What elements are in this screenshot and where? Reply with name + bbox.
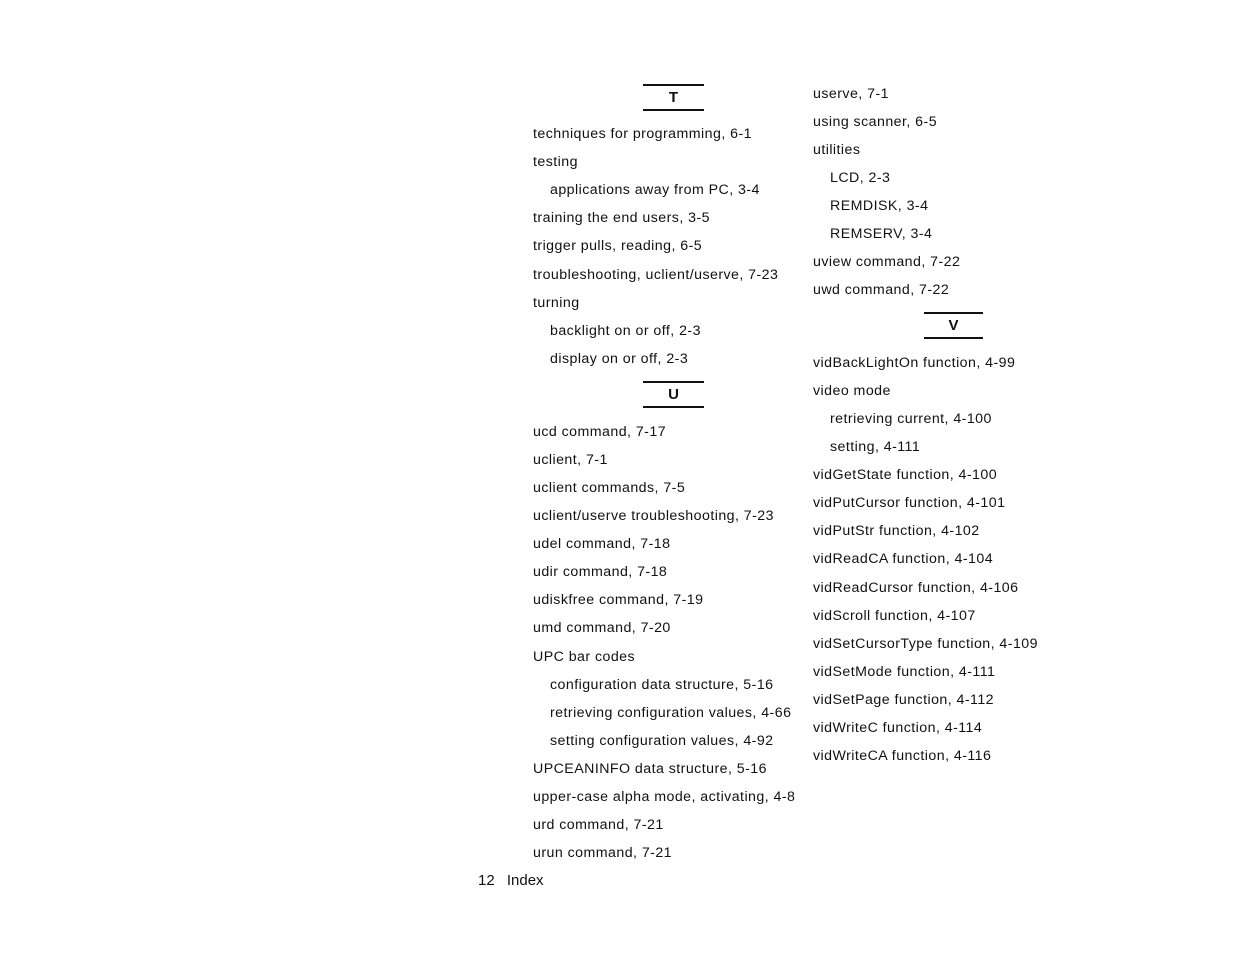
index-entry: UPC bar codes: [533, 648, 636, 665]
index-entry: utilities: [813, 142, 861, 158]
index-subentry: REMSERV, 3-4: [830, 226, 933, 242]
index-entry: vidReadCA function, 4-104: [813, 551, 994, 568]
index-entry: vidBackLightOn function, 4-99: [813, 355, 1016, 371]
index-entry: vidPutCursor function, 4-101: [813, 495, 1006, 512]
index-entry: turning: [533, 294, 580, 311]
section-heading-v: V: [924, 312, 983, 339]
index-subentry: retrieving configuration values, 4-66: [550, 704, 792, 721]
index-subentry: setting, 4-111: [830, 439, 921, 456]
index-entry: uclient/userve troubleshooting, 7-23: [533, 508, 774, 525]
index-subentry: retrieving current, 4-100: [830, 411, 992, 428]
index-entry: uview command, 7-22: [813, 254, 961, 270]
index-entry: vidPutStr function, 4-102: [813, 523, 980, 540]
index-subentry: display on or off, 2-3: [550, 350, 689, 367]
index-subentry: backlight on or off, 2-3: [550, 322, 701, 339]
index-entry: UPCEANINFO data structure, 5-16: [533, 760, 767, 777]
index-subentry: applications away from PC, 3-4: [550, 182, 760, 199]
index-entry: troubleshooting, uclient/userve, 7-23: [533, 266, 779, 283]
index-entry: vidSetCursorType function, 4-109: [813, 635, 1038, 652]
index-entry: uwd command, 7-22: [813, 282, 950, 298]
index-entry: urun command, 7-21: [533, 845, 673, 862]
index-entry: vidWriteCA function, 4-116: [813, 747, 992, 764]
section-heading-t: T: [643, 84, 704, 111]
index-entry: vidWriteC function, 4-114: [813, 719, 983, 736]
index-entry: udiskfree command, 7-19: [533, 592, 704, 609]
index-entry: ucd command, 7-17: [533, 424, 667, 440]
index-subentry: configuration data structure, 5-16: [550, 676, 774, 693]
index-entry: uclient commands, 7-5: [533, 480, 686, 497]
index-entry: uclient, 7-1: [533, 452, 608, 469]
index-entry: urd command, 7-21: [533, 816, 664, 833]
index-entry: testing: [533, 154, 578, 171]
page-number: 12: [478, 872, 495, 889]
page-footer: [478, 872, 544, 890]
index-entry: vidSetPage function, 4-112: [813, 691, 995, 708]
index-subentry: REMDISK, 3-4: [830, 198, 929, 214]
index-entry: vidScroll function, 4-107: [813, 607, 976, 624]
index-entry: techniques for programming, 6-1: [533, 126, 752, 142]
index-entry: userve, 7-1: [813, 86, 889, 102]
index-entry: video mode: [813, 383, 891, 400]
index-entry: vidGetState function, 4-100: [813, 467, 998, 484]
index-entry: udir command, 7-18: [533, 564, 668, 581]
index-entry: upper-case alpha mode, activating, 4-8: [533, 788, 796, 805]
index-entry: udel command, 7-18: [533, 536, 671, 553]
index-entry: umd command, 7-20: [533, 620, 671, 637]
index-entry: training the end users, 3-5: [533, 210, 710, 227]
index-entry: using scanner, 6-5: [813, 114, 938, 130]
running-footer-label: Index: [506, 872, 544, 889]
section-heading-u: U: [643, 381, 704, 408]
index-subentry: LCD, 2-3: [830, 170, 891, 186]
index-subentry: setting configuration values, 4-92: [550, 732, 774, 749]
index-entry: vidSetMode function, 4-111: [813, 663, 996, 680]
index-entry: vidReadCursor function, 4-106: [813, 579, 1019, 596]
index-entry: trigger pulls, reading, 6-5: [533, 238, 703, 255]
